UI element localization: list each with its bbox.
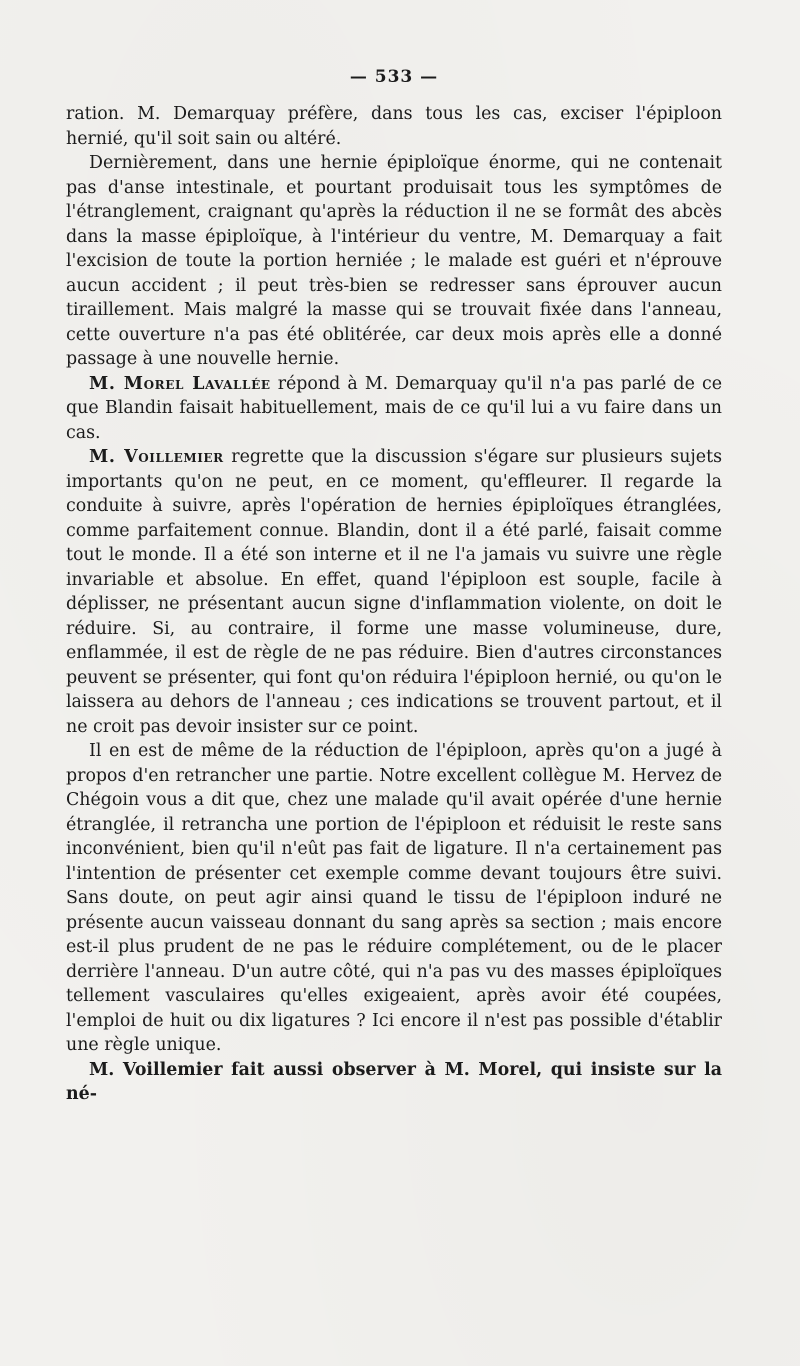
speaker-name: M. Morel Lavallée (89, 373, 271, 394)
paragraph-5 (66, 739, 722, 1058)
paragraph-6 (66, 1058, 722, 1107)
paragraph-text: regrette que la discussion s'égare sur plusieurs sujets importants qu'on ne peut, en ce moment, qu'effleurer. Il regarde la conduite à suivre, après l'opération de hernies épiploïques étranglées, comme parfaitement connue. Blandin, dont il a été parlé, faisait comme tout le monde. Il a été son interne et il ne l'a jamais vu suivre une règle invariable et absolue. En effet, quand l'épiploon est souple, facile à déplisser, ne présentant aucun signe d'inflammation violente, on doit le réduire. Si, au contraire, il forme une masse volumineuse, dure, enflammée, il est de règle de ne pas réduire. Bien d'autres circonstances peuvent se présenter, qui font qu'on réduira l'épiploon hernié, ou qu'on le laissera au dehors de l'anneau ; ces indications se trouvent partout, et il ne croit pas devoir insister sur ce point. (66, 447, 723, 737)
page-number: — 533 — (349, 67, 439, 87)
document-page (66, 66, 722, 1107)
paragraph-text: Il en est de même de la réduction de l'épiploon, après qu'on a jugé à propos d'en retrancher une partie. Notre excellent collègue M. Hervez de Chégoin vous a dit que, chez une malade qu'il avait opérée d'une hernie étranglée, il retrancha une portion de l'épiploon et réduisit le reste sans inconvénient, bien qu'il n'eût pas fait de ligature. Il n'a certainement pas l'intention de présenter cet exemple comme devant toujours être suivi. Sans doute, on peut agir ainsi quand le tissu de l'épiploon induré ne présente aucun vaisseau donnant du sang après sa section ; mais encore est-il plus prudent de ne pas le réduire complétement, ou de le placer derrière l'anneau. D'un autre côté, qui n'a pas vu des masses épiploïques tellement vasculaires qu'elles exigeaient, après avoir été coupées, l'emploi de huit ou dix ligatures ? Ici encore il n'est pas possible d'établir une règle unique. (66, 741, 722, 1055)
speaker-name: M. Voillemier (89, 447, 224, 467)
paragraph-text: M. Voillemier fait aussi observer à M. Morel, qui insiste sur la né- (66, 1059, 722, 1104)
paragraph-text: répond à M. Demarquay qu'il n'a pas parlé de ce que Blandin faisait habituellement, mais de ce qu'il lui a vu faire dans un cas. (66, 373, 723, 443)
paragraph-text: Dernièrement, dans une hernie épiploïque énorme, qui ne contenait pas d'anse intestinale, et pourtant produisait tous les symptômes de l'étranglement, craignant qu'après la réduction il ne se formât des abcès dans la masse épiploïque, à l'intérieur du ventre, M. Demarquay a fait l'excision de toute la portion herniée ; le malade est guéri et n'éprouve aucun accident ; il peut très-bien se redresser sans éprouver aucun tiraillement. Mais malgré la masse qui se trouvait fixée dans l'anneau, cette ouverture n'a pas été oblitérée, car deux mois après elle a donné passage à une nouvelle hernie. (66, 153, 722, 369)
paragraph-2 (66, 151, 722, 372)
paragraph-1 (66, 102, 722, 151)
paragraph-4 (66, 445, 722, 739)
paragraph-text: ration. M. Demarquay préfère, dans tous les cas, exciser l'épiploon hernié, qu'il soit sain ou altéré. (66, 104, 722, 149)
paragraph-3 (66, 372, 722, 446)
